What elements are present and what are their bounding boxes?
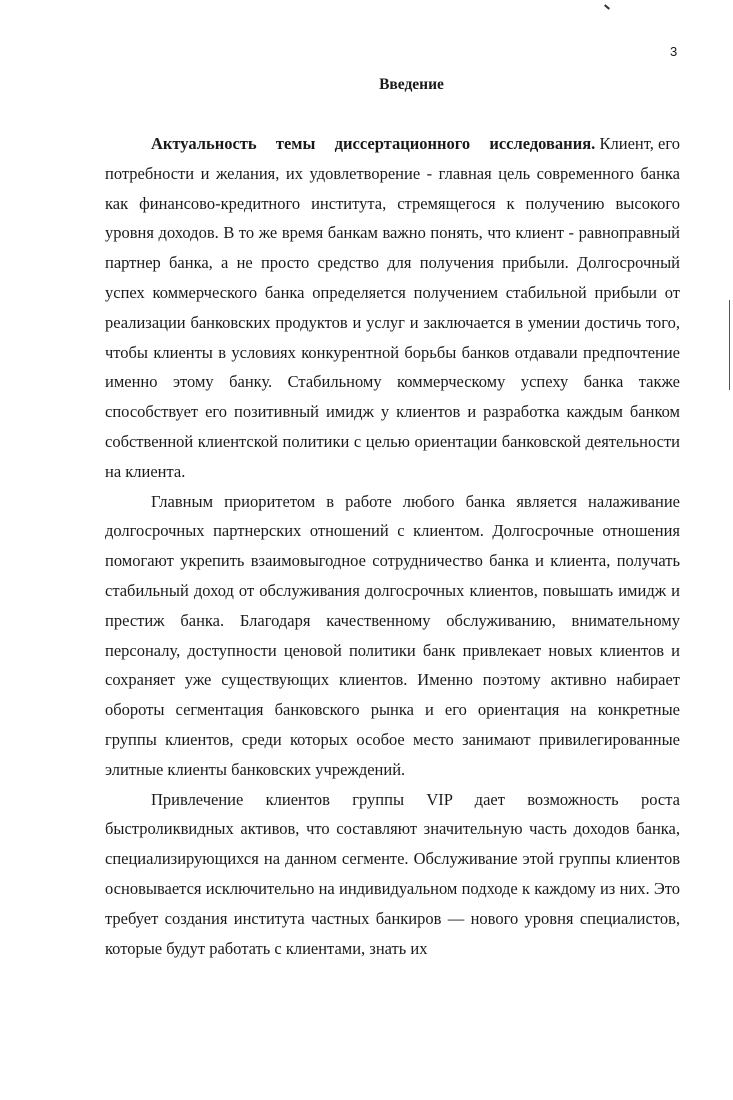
page-title: Введение: [379, 76, 444, 93]
document-body: [105, 129, 680, 963]
page-number: 3: [670, 44, 678, 59]
paragraph-2: Главным приоритетом в работе любого банка является налаживание долгосрочных партнерских отношений с клиентом. Долгосрочные отношения помогают укрепить взаимовыгодное сотрудничество банка и клиента, получать стабильный доход от обслуживания долгосрочных клиентов, повышать имидж и престиж банка. Благодаря качественному обслуживанию, внимательному персоналу, доступности ценовой политики банк привлекает новых клиентов и сохраняет уже существующих клиентов. Именно поэтому активно набирает обороты сегментация банковского рынка и его ориентация на конкретные группы клиентов, среди которых особое место занимают привилегированные элитные клиенты банковских учреждений.: [105, 491, 680, 779]
paragraph-1-text: Клиент, его потребности и желания, их удовлетворение - главная цель современного банка как финансово-кредитного института, стремящегося к получению высокого уровня доходов. В то же время банкам важно понять, что клиент - равноправный партнер банка, а не просто средство для получения прибыли. Долгосрочный успех коммерческого банка определяется получением стабильной прибыли от реализации банковских продуктов и услуг и заключается в умении достичь того, чтобы клиенты в условиях конкурентной борьбы банков отдавали предпочтение именно этому банку. Стабильному коммерческому успеху банка также способствует его позитивный имидж у клиентов и разработка каждым банком собственной клиентской политики с целью ориентации банковской деятельности на клиента.: [105, 134, 680, 481]
scan-edge-line: [729, 300, 730, 390]
scan-artifact-mark: [604, 4, 610, 9]
paragraph-1-bold-lead: Актуальность темы диссертационного исследования.: [151, 134, 596, 153]
paragraph-1: [105, 129, 680, 487]
paragraph-3: Привлечение клиентов группы VIP дает возможность роста быстроликвидных активов, что составляют значительную часть доходов банка, специализирующихся на данном сегменте. Обслуживание этой группы клиентов основывается исключительно на индивидуальном подходе к каждому из них. Это требует создания института частных банкиров — нового уровня специалистов, которые будут работать с клиентами, знать их: [105, 789, 680, 958]
